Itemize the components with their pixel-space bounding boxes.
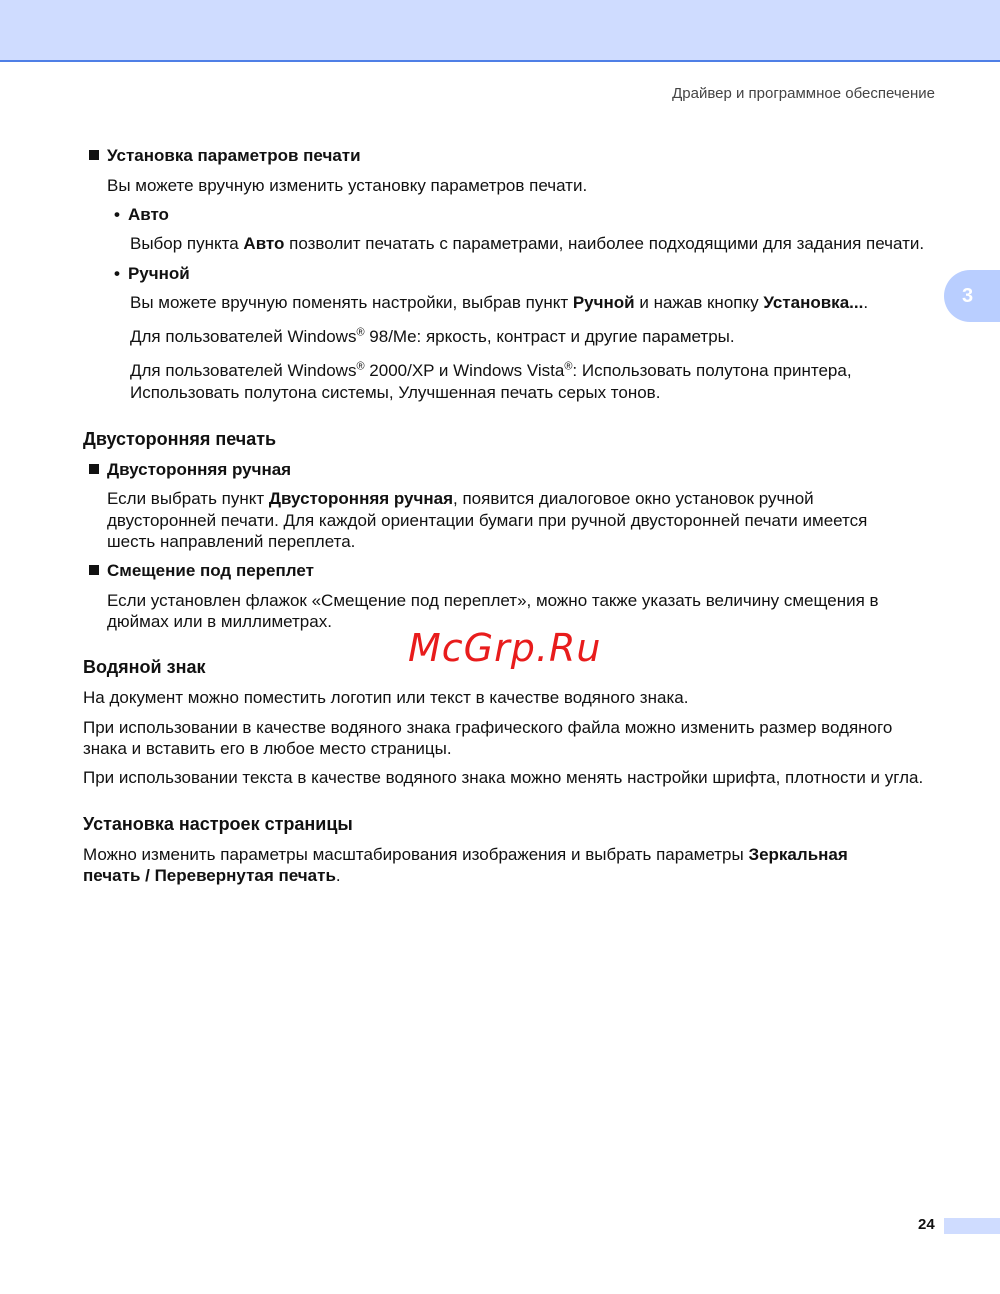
watermark-heading: Водяной знак — [83, 657, 206, 677]
binding-offset-heading: Смещение под переплет — [89, 560, 314, 581]
bullet-dot-icon: • — [114, 205, 120, 224]
print-settings-intro: Вы можете вручную изменить установку параметров печати. — [107, 176, 588, 195]
site-watermark: McGrp.Ru — [408, 626, 602, 670]
duplex-manual-heading: Двусторонняя ручная — [89, 459, 291, 480]
footer-bar — [944, 1218, 1000, 1234]
watermark-p2-line2: знака и вставить его в любое место страницы. — [83, 739, 452, 758]
manual-description: Вы можете вручную поменять настройки, выбрав пункт Ручной и нажав кнопку Установка.... — [130, 293, 869, 312]
bullet-dot-icon: • — [114, 264, 120, 283]
binding-offset-line1: Если установлен флажок «Смещение под переплет», можно также указать величину смещения в — [107, 591, 879, 610]
win2000-note-line2: Использовать полутона системы, Улучшенная печать серых тонов. — [130, 383, 661, 402]
auto-description: Выбор пункта Авто позволит печатать с параметрами, наиболее подходящими для задания печати. — [130, 234, 925, 253]
duplex-heading: Двусторонняя печать — [83, 429, 277, 449]
watermark-p2-line1: При использовании в качестве водяного знака графического файла можно изменить размер водяного — [83, 718, 893, 737]
page-setup-line1: Можно изменить параметры масштабирования изображения и выбрать параметры Зеркальная — [83, 845, 848, 864]
binding-offset-line2: дюймах или в миллиметрах. — [107, 612, 332, 631]
win2000-note: Для пользователей Windows® 2000/XP и Windows Vista®: Использовать полутона принтера, — [130, 360, 852, 380]
win98-note: Для пользователей Windows® 98/Me: яркость, контраст и другие параметры. — [130, 326, 735, 346]
duplex-manual-line1: Если выбрать пункт Двусторонняя ручная, появится диалоговое окно установок ручной — [107, 489, 814, 508]
page-number: 24 — [918, 1216, 935, 1233]
chapter-tab: 3 — [944, 270, 1000, 322]
square-bullet-icon — [89, 565, 99, 575]
auto-item: • Авто — [114, 205, 169, 224]
manual-item: • Ручной — [114, 264, 190, 283]
square-bullet-icon — [89, 150, 99, 160]
page-setup-heading: Установка настроек страницы — [83, 814, 353, 834]
page-setup-line2: печать / Перевернутая печать. — [83, 866, 341, 885]
running-header: Драйвер и программное обеспечение — [672, 85, 935, 102]
square-bullet-icon — [89, 464, 99, 474]
duplex-manual-line2: двусторонней печати. Для каждой ориентации бумаги при ручной двусторонней печати имеется — [107, 511, 868, 530]
print-settings-heading: Установка параметров печати — [89, 145, 361, 166]
duplex-manual-line3: шесть направлений переплета. — [107, 532, 356, 551]
watermark-p3: При использовании текста в качестве водяного знака можно менять настройки шрифта, плотности и угла. — [83, 768, 924, 787]
header-band — [0, 0, 1000, 62]
watermark-p1: На документ можно поместить логотип или текст в качестве водяного знака. — [83, 688, 689, 707]
